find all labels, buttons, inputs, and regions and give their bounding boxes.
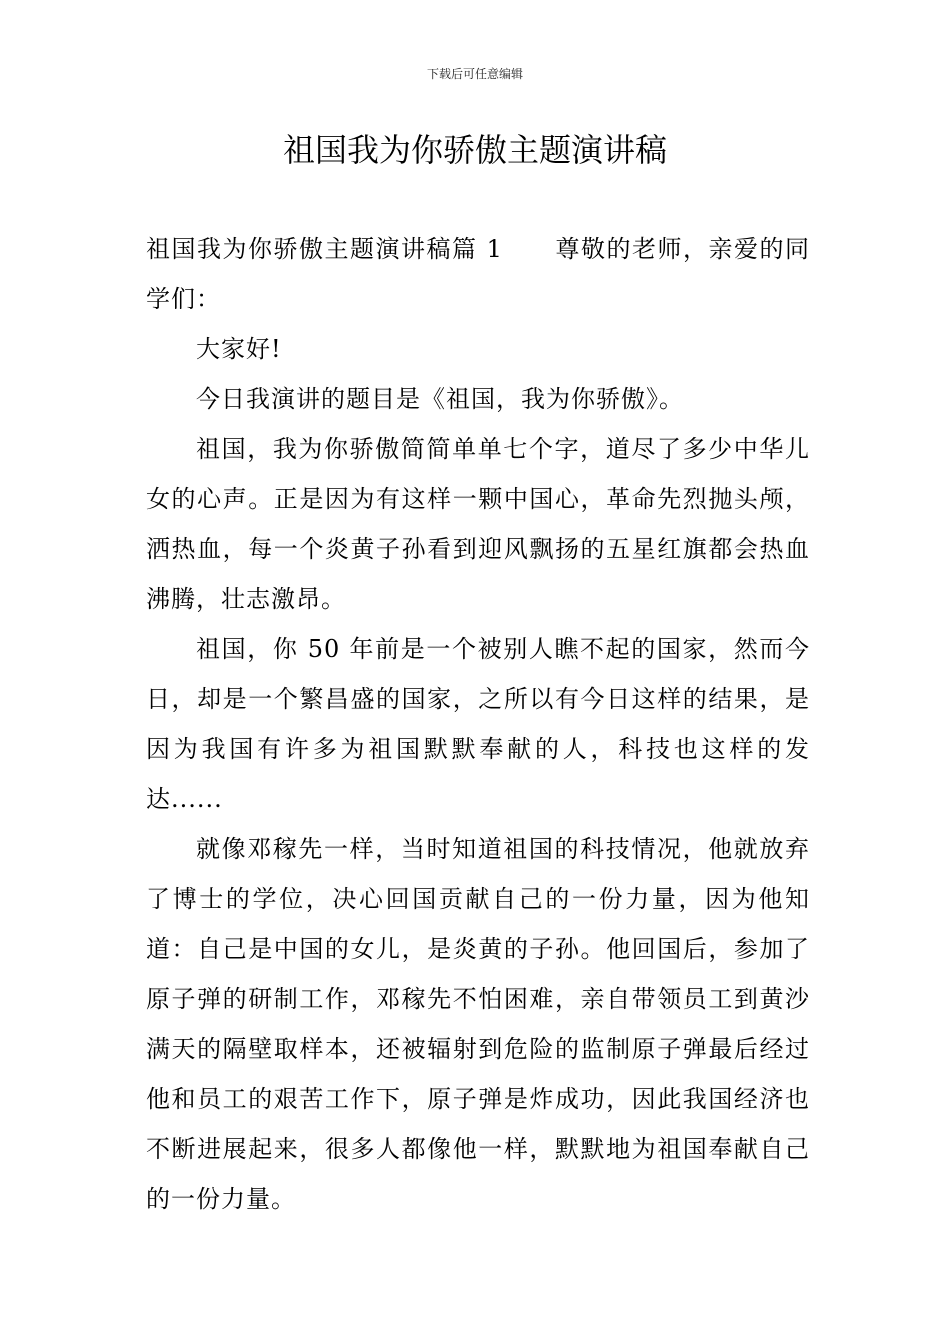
paragraph: 就像邓稼先一样，当时知道祖国的科技情况，他就放弃了博士的学位，决心回国贡献自己的一份力量，因为他知道：自己是中国的女儿，是炎黄的子孙。他回国后，参加了原子弹的研制工作，邓稼先不怕困难，亲自带领员工到黄沙满天的隔壁取样本，还被辐射到危险的监制原子弹最后经过他和员工的艰苦工作下，原子弹是炸成功，因此我国经济也不断进展起来，很多人都像他一样，默默地为祖国奉献自己的一份力量。 <box>146 835 810 1213</box>
document-body <box>146 224 810 1224</box>
opening-paragraph <box>146 224 810 324</box>
paragraph: 祖国，我为你骄傲简简单单七个字，道尽了多少中华儿女的心声。正是因为有这样一颗中国心，革命先烈抛头颅，洒热血，每一个炎黄子孙看到迎风飘扬的五星红旗都会热血沸腾，壮志激昂。 <box>146 435 810 613</box>
paragraph: 大家好! <box>196 335 282 363</box>
salutation: 尊敬的老师，亲爱的同学们： <box>146 235 810 313</box>
document-title: 祖国我为你骄傲主题演讲稿 <box>282 131 667 169</box>
paragraph: 今日我演讲的题目是《祖国，我为你骄傲》。 <box>196 385 684 413</box>
paragraph: 祖国，你 50 年前是一个被别人瞧不起的国家，然而今日，却是一个繁昌盛的国家，之所以有今日这样的结果，是因为我国有许多为祖国默默奉献的人，科技也这样的发达...... <box>146 635 810 813</box>
section-heading: 祖国我为你骄傲主题演讲稿篇 1 <box>146 235 503 263</box>
header-note: 下载后可任意编辑 <box>426 67 523 81</box>
